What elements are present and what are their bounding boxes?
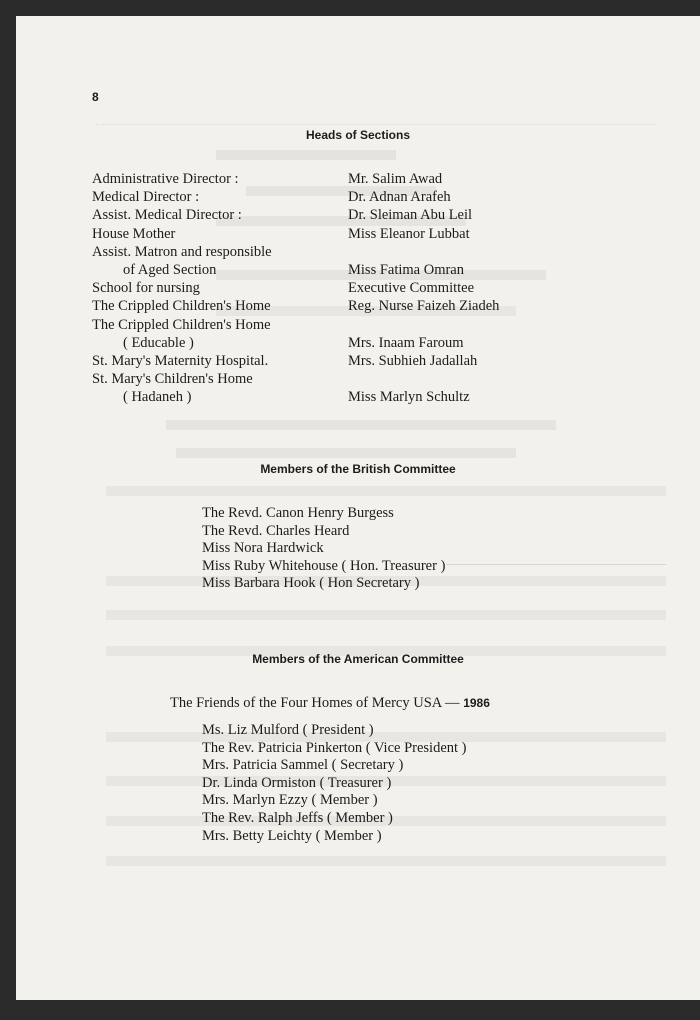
section-row <box>92 170 612 188</box>
section-head-name: Miss Fatima Omran <box>348 261 464 278</box>
section-role: House Mother <box>92 225 176 242</box>
list-item: Miss Barbara Hook ( Hon Secretary ) <box>202 575 420 592</box>
section-head-name: Miss Marlyn Schultz <box>348 389 470 406</box>
section-role: School for nursing <box>92 280 200 297</box>
section-row <box>92 206 612 224</box>
list-item: Dr. Linda Ormiston ( Treasurer ) <box>202 774 392 791</box>
section-role: of Aged Section <box>123 261 217 278</box>
section-role: ( Educable ) <box>123 334 194 351</box>
list-item: Miss Nora Hardwick <box>202 540 324 557</box>
section-role: The Crippled Children's Home <box>92 298 271 315</box>
section-row <box>92 188 612 206</box>
section-row <box>92 261 612 279</box>
heads-of-sections-heading: Heads of Sections <box>305 128 411 142</box>
section-role: St. Mary's Children's Home <box>92 371 253 388</box>
section-head-name: Mrs. Inaam Faroum <box>348 334 464 351</box>
section-row <box>92 388 612 406</box>
list-item: Ms. Liz Mulford ( President ) <box>202 722 374 738</box>
section-row <box>92 225 612 243</box>
section-row <box>92 370 612 388</box>
american-committee-intro <box>170 695 490 712</box>
section-role: Administrative Director : <box>92 171 239 187</box>
section-role: Medical Director : <box>92 189 200 206</box>
section-head-name: Mrs. Subhieh Jadallah <box>348 352 478 369</box>
section-head-name: Executive Committee <box>348 280 475 297</box>
american-committee-heading: Members of the American Committee <box>252 652 464 666</box>
section-row <box>92 297 612 315</box>
page-number: 8 <box>92 90 99 104</box>
list-item: The Revd. Canon Henry Burgess <box>202 505 394 521</box>
heads-of-sections-list <box>92 170 612 406</box>
section-role: St. Mary's Maternity Hospital. <box>92 352 269 369</box>
intro-text: The Friends of the Four Homes of Mercy USA — <box>170 695 460 711</box>
list-item: The Rev. Ralph Jeffs ( Member ) <box>202 809 393 826</box>
section-head-name: Reg. Nurse Faizeh Ziadeh <box>348 298 500 315</box>
section-role: ( Hadaneh ) <box>123 389 192 406</box>
list-item: Miss Ruby Whitehouse ( Hon. Treasurer ) <box>202 557 446 574</box>
section-row <box>92 316 612 334</box>
section-row <box>92 352 612 370</box>
section-head-name: Miss Eleanor Lubbat <box>348 225 470 242</box>
section-row <box>92 279 612 297</box>
list-item: The Revd. Charles Heard <box>202 522 350 539</box>
section-head-name: Dr. Sleiman Abu Leil <box>348 207 473 224</box>
list-item: Mrs. Patricia Sammel ( Secretary ) <box>202 757 404 774</box>
section-role: The Crippled Children's Home <box>92 316 271 333</box>
american-committee-list <box>202 722 467 845</box>
list-item: The Rev. Patricia Pinkerton ( Vice President ) <box>202 739 467 756</box>
british-committee-heading: Members of the British Committee <box>260 462 456 476</box>
list-item: Mrs. Betty Leichty ( Member ) <box>202 827 382 844</box>
section-role: Assist. Medical Director : <box>92 207 242 224</box>
section-head-name: Mr. Salim Awad <box>348 171 443 187</box>
section-row <box>92 334 612 352</box>
section-row <box>92 243 612 261</box>
british-committee-list <box>202 505 445 593</box>
section-head-name: Dr. Adnan Arafeh <box>348 189 451 206</box>
list-item: Mrs. Marlyn Ezzy ( Member ) <box>202 792 378 809</box>
document-page <box>16 16 700 1000</box>
section-role: Assist. Matron and responsible <box>92 243 272 260</box>
intro-year: 1986 <box>463 696 490 710</box>
